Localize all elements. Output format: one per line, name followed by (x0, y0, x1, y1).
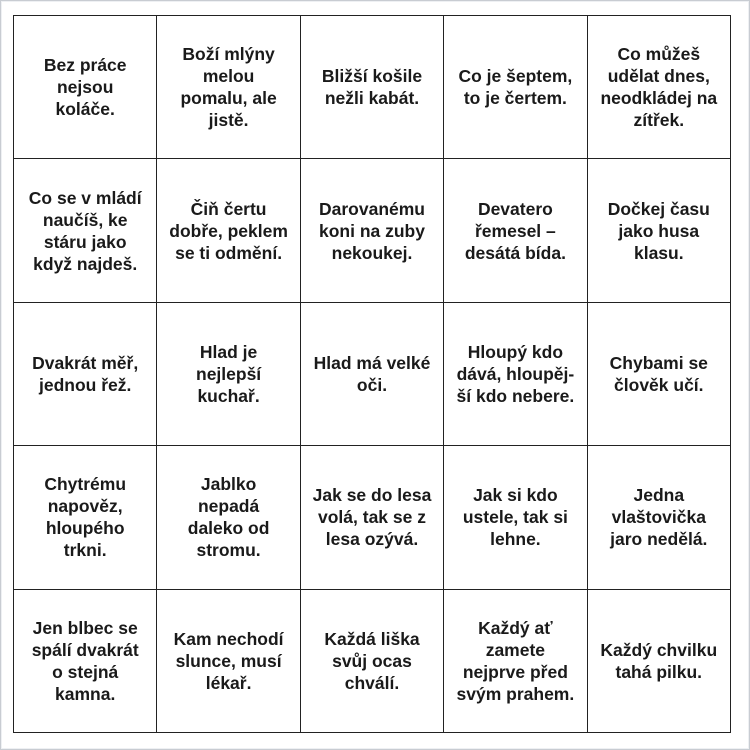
proverb-line: Devatero (477, 198, 553, 219)
proverb-line: lehne. (490, 529, 541, 550)
proverb-line: jistě. (208, 110, 249, 131)
proverb-line: nejlepší (196, 363, 262, 384)
proverb-cell (14, 303, 157, 446)
proverb-cell (14, 16, 157, 159)
proverb-line: nejprve před (462, 661, 568, 682)
proverb-line: nejsou (56, 77, 114, 98)
proverb-text (608, 198, 710, 264)
proverb-grid (13, 15, 731, 733)
proverb-cell (14, 590, 157, 733)
proverb-text (324, 628, 419, 694)
proverb-line: stáru jako (43, 231, 127, 252)
proverb-cell (301, 590, 444, 733)
proverb-line: Čiň čertu (190, 198, 267, 219)
proverb-line: Dvakrát měř, (32, 352, 139, 373)
proverb-line: naučíš, ke (42, 209, 128, 230)
proverb-line: nežli kabát. (324, 88, 420, 109)
proverb-text (32, 352, 138, 396)
proverb-line: lesa ozývá. (325, 529, 419, 550)
proverb-line: kamna. (55, 683, 116, 704)
proverb-line: daleko od (187, 518, 270, 539)
proverb-line: kuchař. (197, 385, 260, 406)
proverb-line: Hlad má velké (313, 352, 431, 373)
proverb-line: Bližší košile (321, 66, 423, 87)
proverb-line: zítřek. (633, 110, 685, 131)
proverb-line: Co je šeptem, (458, 66, 573, 87)
proverb-line: Jablko (200, 474, 257, 495)
proverb-text (600, 639, 717, 683)
proverb-text (44, 54, 127, 120)
proverb-cell (444, 590, 587, 733)
proverb-line: trkni. (63, 540, 107, 561)
proverb-line: to je čertem. (463, 88, 567, 109)
proverb-line: Bez práce (43, 55, 127, 76)
proverb-line: udělat dnes, (607, 66, 710, 87)
proverb-cell (14, 159, 157, 302)
proverb-line: Co můžeš (617, 44, 701, 65)
proverb-cell (301, 159, 444, 302)
proverb-line: dobře, peklem (169, 220, 288, 241)
proverb-line: Každá liška (324, 628, 420, 649)
proverb-line: lékař. (205, 672, 252, 693)
proverb-cell (157, 446, 300, 589)
proverb-cell (157, 590, 300, 733)
proverb-line: dává, hloupěj- (456, 363, 575, 384)
proverb-text (313, 484, 432, 550)
proverb-line: koláče. (55, 99, 115, 120)
proverb-line: desátá bída. (464, 242, 566, 263)
proverb-line: oči. (356, 374, 388, 395)
proverb-line: člověk učí. (614, 374, 704, 395)
proverb-text (319, 198, 425, 264)
proverb-line: Chytrému (44, 474, 127, 495)
proverb-cell (157, 159, 300, 302)
proverb-cell (301, 446, 444, 589)
proverb-line: Hloupý kdo (467, 341, 564, 362)
proverb-line: chválí. (344, 672, 400, 693)
proverb-cell (301, 16, 444, 159)
proverb-line: svůj ocas (332, 650, 412, 671)
proverb-line: Boží mlýny (182, 44, 275, 65)
proverb-text (169, 198, 288, 264)
proverb-cell (444, 446, 587, 589)
proverb-text (29, 187, 142, 275)
proverb-line: melou (202, 66, 255, 87)
proverb-line: ustele, tak si (462, 507, 568, 528)
proverb-text (610, 484, 707, 550)
proverb-line: nekoukej. (331, 242, 413, 263)
proverb-line: řemesel – (475, 220, 556, 241)
proverb-line: ší kdo nebere. (456, 385, 575, 406)
proverb-text (314, 352, 431, 396)
proverb-line: Chybami se (609, 352, 708, 373)
proverb-line: jako husa (618, 220, 700, 241)
proverb-line: Darovanému (318, 198, 425, 219)
proverb-line: klasu. (633, 242, 684, 263)
proverb-line: Každý ať (478, 617, 553, 638)
proverb-cell (444, 16, 587, 159)
proverb-line: pomalu, ale (180, 88, 277, 109)
proverb-cell (588, 446, 731, 589)
proverb-cell (588, 303, 731, 446)
proverb-line: Jedna (633, 485, 685, 506)
proverb-line: napověz, (47, 496, 123, 517)
proverb-text (322, 65, 422, 109)
proverb-line: vlaštovička (611, 507, 706, 528)
proverb-line: Kam nechodí (173, 628, 284, 649)
proverb-line: hloupého (45, 518, 125, 539)
proverb-line: volá, tak se z (318, 507, 426, 528)
proverb-line: Hlad je (199, 341, 258, 362)
proverb-cell (14, 446, 157, 589)
proverb-line: zamete (485, 639, 546, 660)
proverb-line: stromu. (196, 540, 261, 561)
proverb-cell (588, 590, 731, 733)
proverb-cell (444, 159, 587, 302)
proverb-line: neodkládej na (600, 88, 718, 109)
proverb-line: Dočkej času (607, 198, 710, 219)
proverb-line: jednou řež. (39, 374, 132, 395)
proverb-text (610, 352, 708, 396)
proverb-line: Jak se do lesa (312, 485, 432, 506)
proverb-cell (588, 159, 731, 302)
proverb-line: svým prahem. (456, 683, 575, 704)
proverb-cell (444, 303, 587, 446)
proverb-text (457, 341, 575, 407)
proverb-line: tahá pilku. (615, 661, 703, 682)
proverb-text (457, 617, 575, 705)
proverb-line: slunce, musí (175, 650, 282, 671)
proverb-line: když najdeš. (33, 253, 138, 274)
proverb-text (174, 628, 284, 694)
proverb-line: o stejná (52, 661, 119, 682)
proverb-line: spálí dvakrát (31, 639, 139, 660)
proverb-line: Jak si kdo (473, 485, 558, 506)
proverb-text (180, 43, 276, 131)
proverb-text (463, 484, 568, 550)
proverb-text (188, 473, 270, 561)
proverb-line: koni na zuby (319, 220, 425, 241)
proverb-line: Jen blbec se (32, 617, 138, 638)
proverb-line: nepadá (197, 496, 260, 517)
proverb-line: jaro nedělá. (610, 529, 708, 550)
proverb-text (465, 198, 566, 264)
proverb-text (600, 43, 717, 131)
proverb-line: Co se v mládí (28, 187, 142, 208)
proverb-cell (301, 303, 444, 446)
proverb-line: Každý chvilku (600, 639, 718, 660)
proverb-text (32, 617, 139, 705)
proverb-text (458, 65, 572, 109)
proverb-text (196, 341, 261, 407)
proverb-cell (588, 16, 731, 159)
proverb-line: se ti odmění. (175, 242, 283, 263)
proverb-text (44, 473, 126, 561)
proverb-cell (157, 303, 300, 446)
proverb-cell (157, 16, 300, 159)
